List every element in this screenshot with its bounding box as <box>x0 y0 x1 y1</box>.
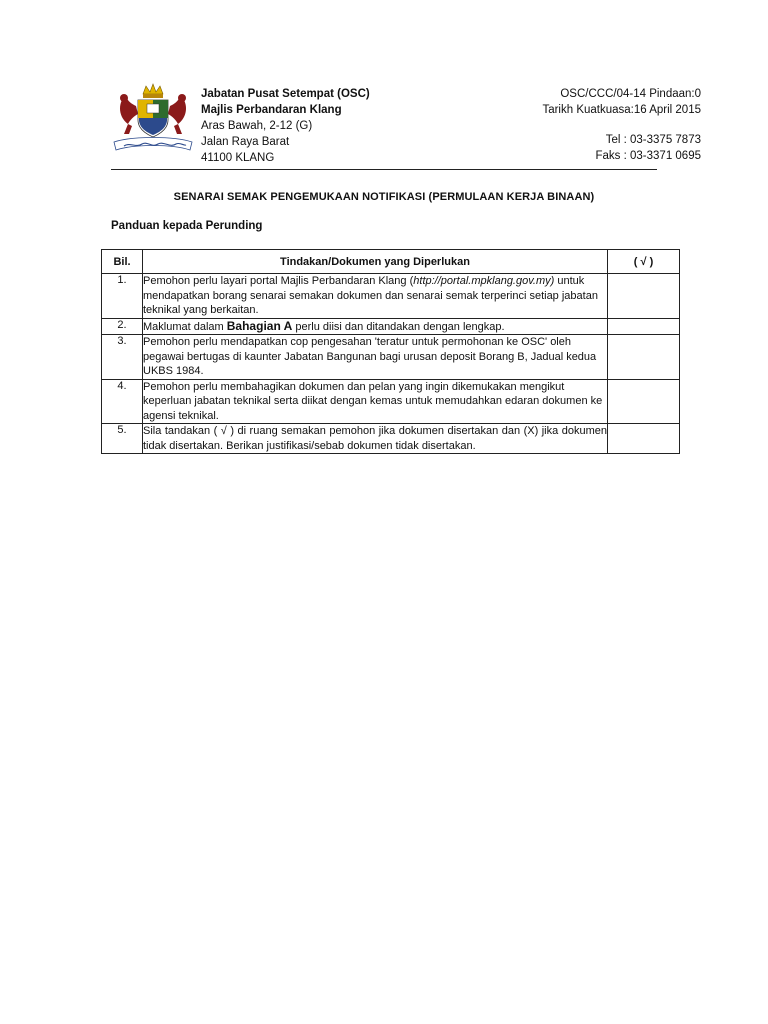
row-description: Pemohon perlu mendapatkan cop pengesahan 'teratur untuk permohonan ke OSC' oleh pegawai bertugas di kaunter Jabatan Bangunan bagi urusan deposit Borang B, Jadual kedua UKBS 1984. <box>143 335 608 380</box>
row-number: 3. <box>102 335 143 380</box>
reference-code: OSC/CCC/04-14 Pindaan:0 <box>560 88 701 100</box>
table-row <box>102 424 680 454</box>
telephone: Tel : 03-3375 7873 <box>605 134 701 146</box>
checklist-table <box>101 249 680 454</box>
portal-link[interactable]: http://portal.mpklang.gov.my) <box>413 275 555 287</box>
check-cell[interactable] <box>608 335 680 380</box>
row-number: 2. <box>102 318 143 335</box>
row-text: perlu diisi dan ditandakan dengan lengkap. <box>292 320 505 333</box>
address-line-3: 41100 KLANG <box>201 152 275 164</box>
header-divider <box>111 169 657 170</box>
row-number: 4. <box>102 379 143 424</box>
check-cell[interactable] <box>608 379 680 424</box>
header-check: ( √ ) <box>608 250 680 274</box>
row-description: Pemohon perlu membahagikan dokumen dan pelan yang ingin dikemukakan mengikut keperluan jabatan teknikal serta diikat dengan kemas untuk memudahkan edaran dokumen ke agensi teknikal. <box>143 379 608 424</box>
check-cell[interactable] <box>608 274 680 319</box>
row-description: Sila tandakan ( √ ) di ruang semakan pemohon jika dokumen disertakan dan (X) jika dokumen tidak disertakan. Berikan justifikasi/sebab dokumen tidak disertakan. <box>143 425 607 452</box>
row-bold-text: Bahagian A <box>226 318 293 333</box>
table-header-row <box>102 250 680 274</box>
row-number: 1. <box>102 274 143 319</box>
document-title: SENARAI SEMAK PENGEMUKAAN NOTIFIKASI (PERMULAAN KERJA BINAAN) <box>173 191 595 203</box>
reference-block <box>542 86 701 164</box>
council-name: Majlis Perbandaran Klang <box>201 104 342 116</box>
header-action: Tindakan/Dokumen yang Diperlukan <box>143 250 608 274</box>
check-cell[interactable] <box>608 424 680 454</box>
header-no: Bil. <box>102 250 143 274</box>
organisation-address <box>201 86 370 166</box>
row-text: Pemohon perlu layari portal Majlis Perbandaran Klang ( <box>143 275 414 287</box>
table-row <box>102 318 680 335</box>
row-description <box>143 318 608 335</box>
council-crest-logo <box>110 80 196 158</box>
address-line-2: Jalan Raya Barat <box>201 136 290 148</box>
row-text: untuk mendapatkan borang senarai semakan dokumen dan senarai semak terperinci setiap jabatan teknikal yang berkaitan. <box>143 275 598 316</box>
table-row <box>102 274 680 319</box>
table-row <box>102 335 680 380</box>
fax: Faks : 03-3371 0695 <box>595 150 701 162</box>
row-number: 5. <box>102 424 143 454</box>
check-cell[interactable] <box>608 318 680 335</box>
table-row <box>102 379 680 424</box>
effective-date: Tarikh Kuatkuasa:16 April 2015 <box>542 104 701 116</box>
row-text: Maklumat dalam <box>143 320 227 333</box>
section-title: Panduan kepada Perunding <box>111 220 263 232</box>
row-description <box>143 274 608 319</box>
org-name: Jabatan Pusat Setempat (OSC) <box>201 88 370 100</box>
address-line-1: Aras Bawah, 2-12 (G) <box>201 120 313 132</box>
